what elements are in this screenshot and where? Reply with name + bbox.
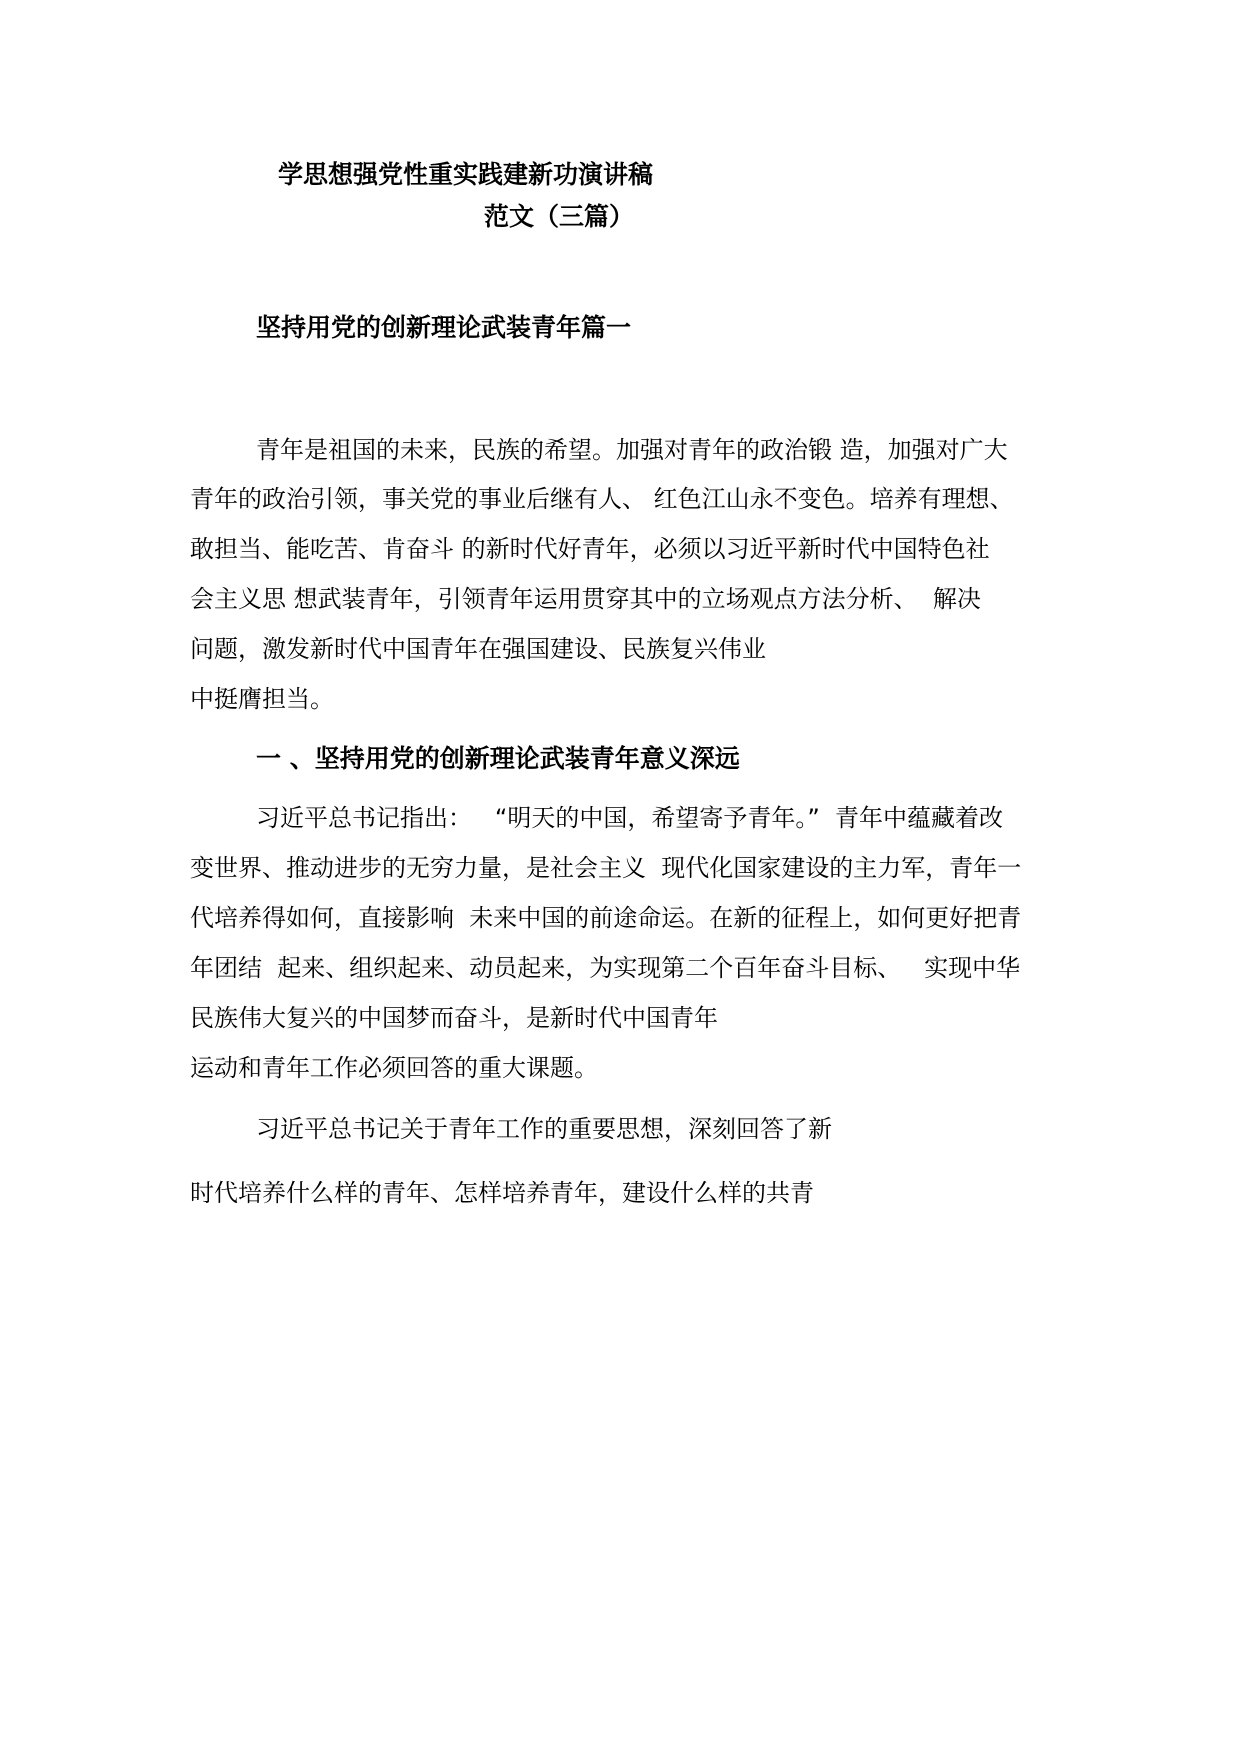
paragraph-line: 民族伟大复兴的中国梦而奋斗，是新时代中国青年 [190,1004,718,1032]
paragraph-line: 青年的政治引领，事关党的事业后继有人、 红色江山永不变色。培养有理想、 [190,485,1014,513]
paragraph-line: 敢担当、能吃苦、肯奋斗 的新时代好青年，必须以习近平新时代中国特色社 [190,535,990,563]
document-title-line-2: 范文（三篇） [484,202,635,231]
document-title-line-1: 学思想强党性重实践建新功演讲稿 [278,160,654,189]
paragraph-line: 变世界、推动进步的无穷力量，是社会主义 现代化国家建设的主力军，青年一 [190,854,1022,882]
paragraph-line: 习近平总书记指出： “明天的中国，希望寄予青年。” 青年中蕴藏着改 [256,804,1004,832]
paragraph-line: 会主义思 想武装青年，引领青年运用贯穿其中的立场观点方法分析、 解决 [190,585,981,613]
paragraph-line: 运动和青年工作必须回答的重大课题。 [190,1054,598,1082]
subheading-1: 一 、坚持用党的创新理论武装青年意义深远 [256,744,740,773]
section-heading: 坚持用党的创新理论武装青年篇一 [256,313,632,342]
paragraph-line: 青年是祖国的未来，民族的希望。加强对青年的政治锻 造，加强对广大 [256,436,1008,464]
paragraph-line: 中挺膺担当。 [190,685,334,713]
paragraph-line: 代培养得如何，直接影响 未来中国的前途命运。在新的征程上，如何更好把青 [190,904,1022,932]
paragraph-line: 问题，激发新时代中国青年在强国建设、民族复兴伟业 [190,635,766,663]
paragraph-line: 时代培养什么样的青年、怎样培养青年，建设什么样的共青 [190,1179,814,1207]
paragraph-line: 年团结 起来、组织起来、动员起来，为实现第二个百年奋斗目标、 实现中华 [190,954,1021,982]
paragraph-line: 习近平总书记关于青年工作的重要思想，深刻回答了新 [256,1115,832,1143]
